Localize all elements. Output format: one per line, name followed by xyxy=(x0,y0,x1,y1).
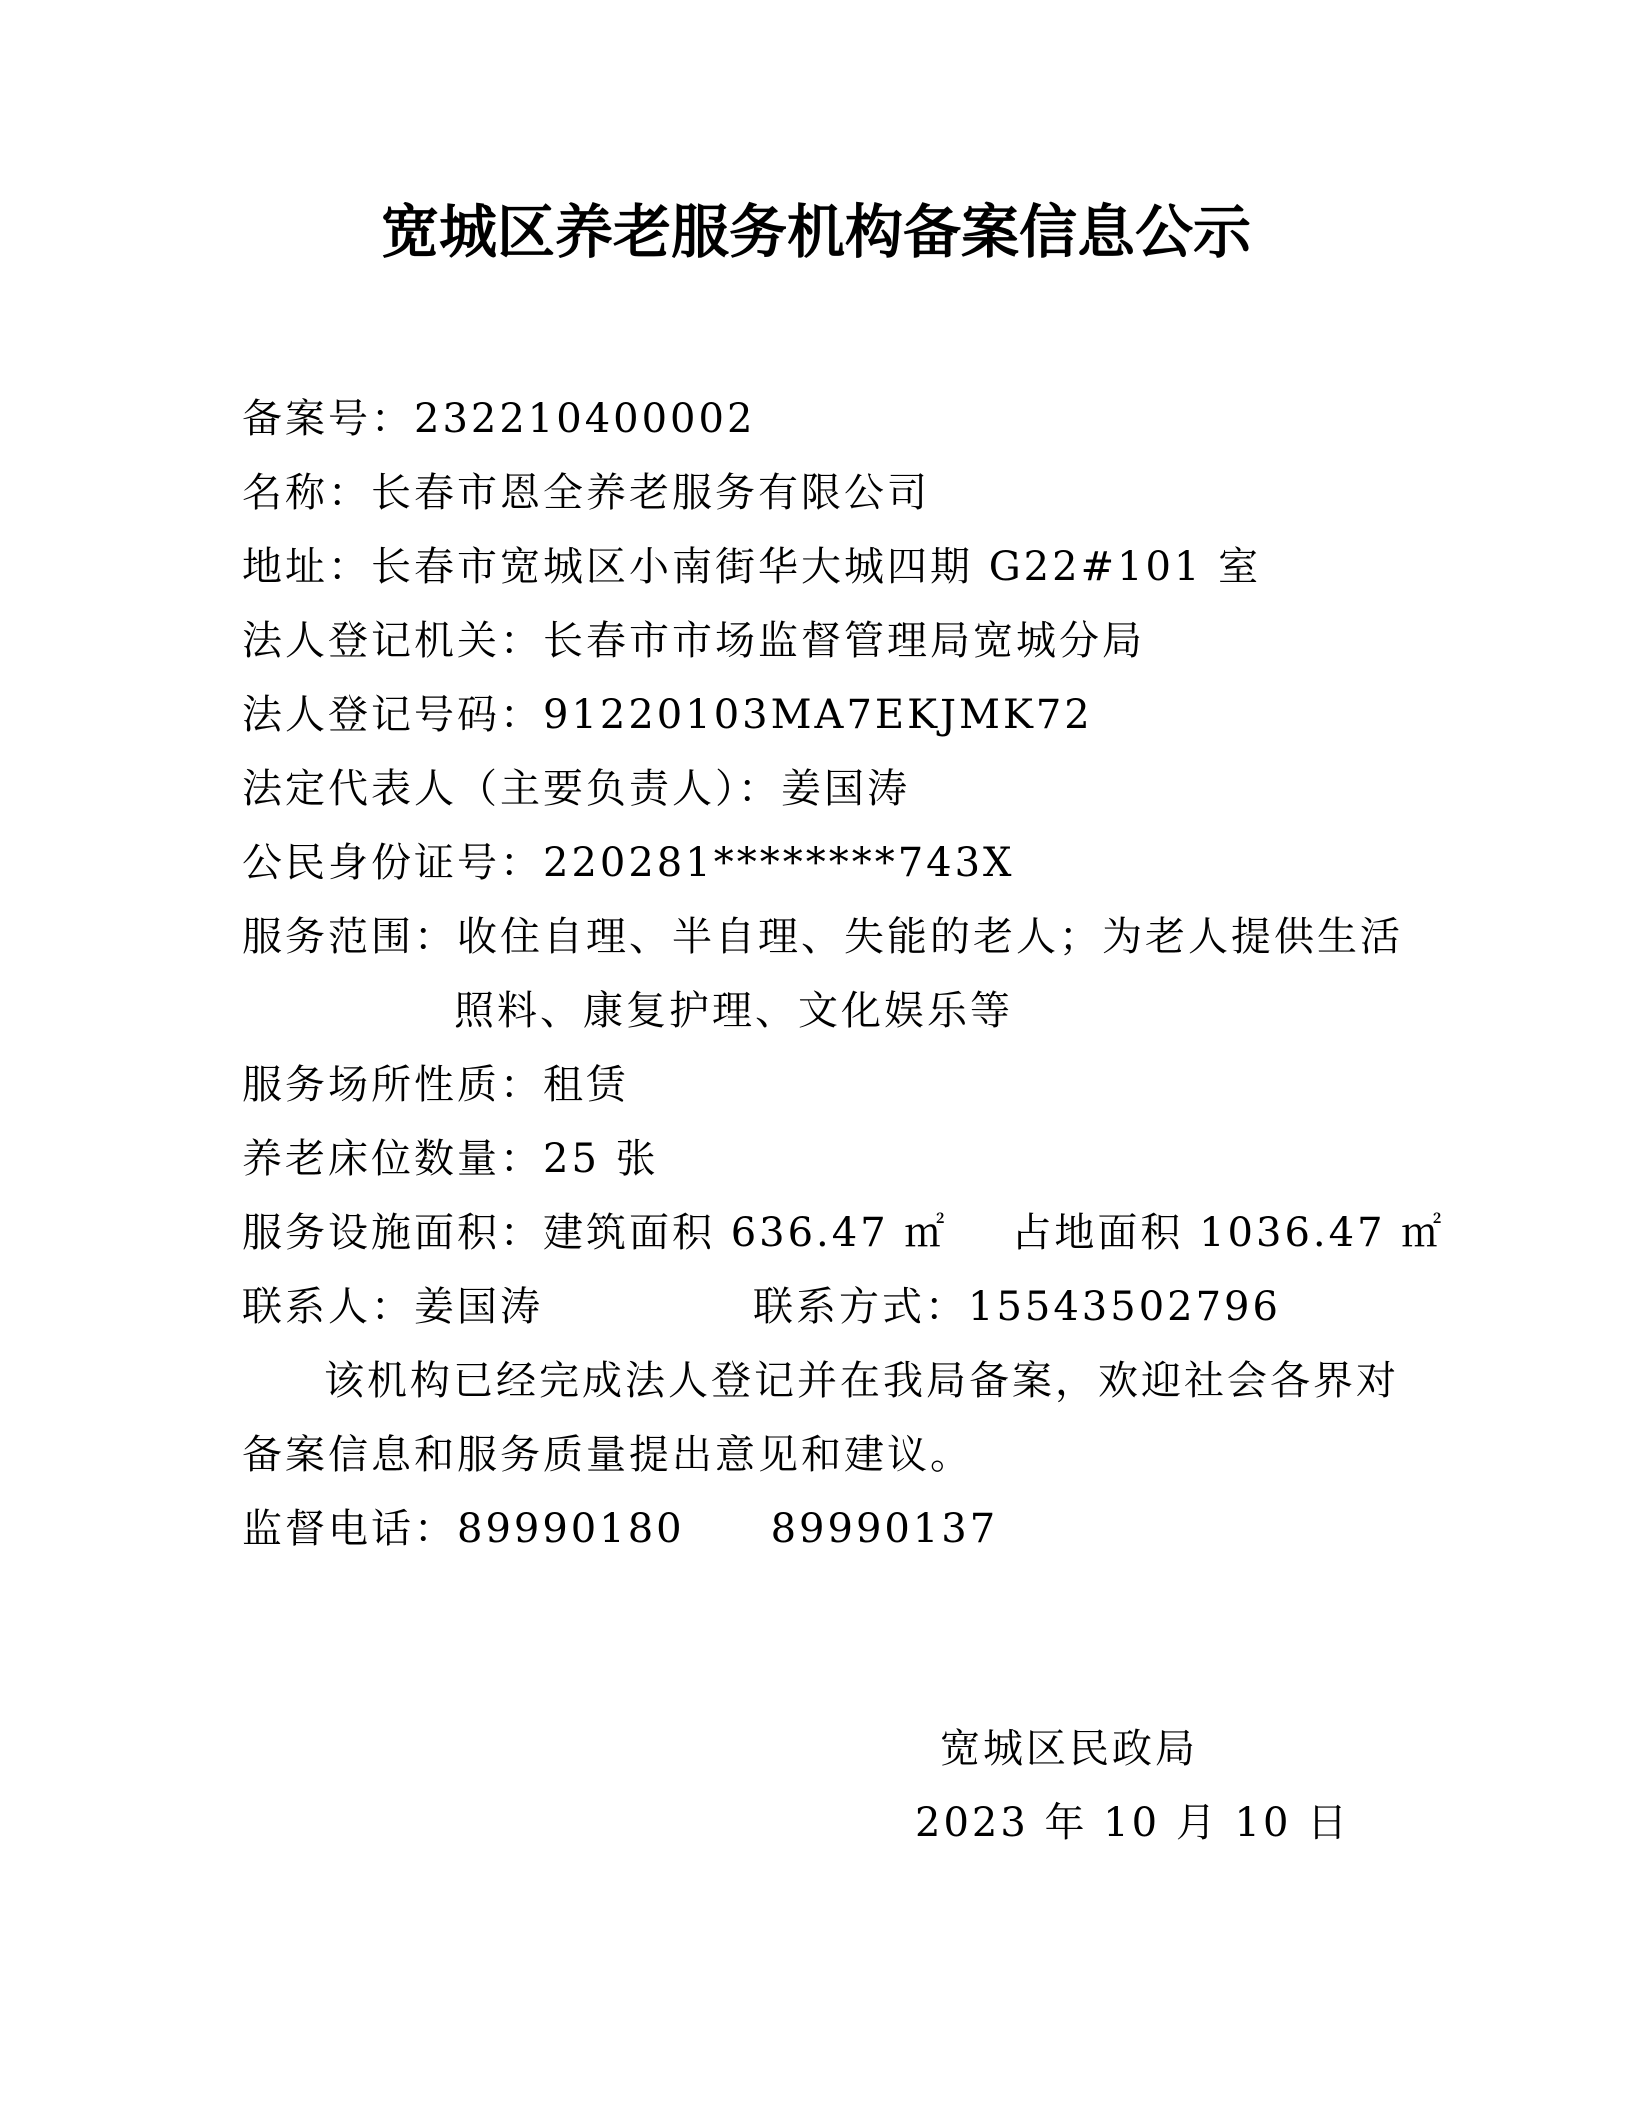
legal-representative-label: 法定代表人（主要负责人）： xyxy=(242,766,781,812)
registration-number-label: 法人登记号码： xyxy=(242,692,543,738)
registration-authority-label: 法人登记机关： xyxy=(242,618,543,664)
filing-no-label: 备案号： xyxy=(242,396,414,442)
address-label: 地址： xyxy=(242,544,371,590)
service-scope-row xyxy=(242,900,1402,974)
registration-authority-value: 长春市市场监督管理局宽城分局 xyxy=(543,618,1145,664)
legal-representative-value: 姜国涛 xyxy=(781,766,910,812)
id-number-label: 公民身份证号： xyxy=(242,840,543,886)
facility-area-row xyxy=(242,1196,1445,1270)
service-scope-value-line2: 照料、康复护理、文化娱乐等 xyxy=(454,988,1013,1034)
premises-nature-row xyxy=(242,1048,1402,1122)
legal-representative-row xyxy=(242,752,1402,826)
signature-org: 宽城区民政局 xyxy=(940,1726,1198,1772)
service-scope-continuation xyxy=(242,974,1402,1048)
filing-no-value: 232210400002 xyxy=(414,396,756,442)
name-row xyxy=(242,456,1402,530)
registration-number-value: 91220103MA7EKJMK72 xyxy=(543,692,1093,738)
land-area: 占地面积 1036.47 ㎡ xyxy=(1011,1210,1445,1256)
contact-label: 联系人： xyxy=(242,1284,414,1330)
id-number-value: 220281********743X xyxy=(543,840,1015,886)
beds-row xyxy=(242,1122,1402,1196)
premises-nature-value: 租赁 xyxy=(543,1062,629,1108)
beds-value: 25 张 xyxy=(543,1136,659,1182)
contact-value: 姜国涛 xyxy=(414,1284,543,1330)
supervision-phone-1: 89990180 xyxy=(457,1506,685,1552)
name-label: 名称： xyxy=(242,470,371,516)
supervision-label: 监督电话： xyxy=(242,1506,457,1552)
beds-label: 养老床位数量： xyxy=(242,1136,543,1182)
contact-method-label: 联系方式： xyxy=(753,1284,968,1330)
supervision-phone-2: 89990137 xyxy=(770,1506,999,1552)
document-body xyxy=(242,382,1445,1566)
id-number-row xyxy=(242,826,1402,900)
building-area: 建筑面积 636.47 ㎡ xyxy=(543,1210,948,1256)
document-title: 宽城区养老服务机构备案信息公示 xyxy=(380,198,1251,266)
supervision-row xyxy=(242,1492,1402,1566)
service-scope-value-line1: 收住自理、半自理、失能的老人；为老人提供生活 xyxy=(457,914,1403,960)
signature-date: 2023 年 10 月 10 日 xyxy=(915,1800,1351,1846)
filing-no-row xyxy=(242,382,1402,456)
name-value: 长春市恩全养老服务有限公司 xyxy=(371,470,930,516)
registration-authority-row xyxy=(242,604,1402,678)
address-row xyxy=(242,530,1402,604)
contact-row xyxy=(242,1270,1402,1344)
service-scope-label: 服务范围： xyxy=(242,914,457,960)
address-value: 长春市宽城区小南街华大城四期 G22#101 室 xyxy=(371,544,1262,590)
contact-method-value: 15543502796 xyxy=(968,1284,1281,1330)
notice-line-1: 该机构已经完成法人登记并在我局备案，欢迎社会各界对 xyxy=(324,1358,1399,1404)
premises-nature-label: 服务场所性质： xyxy=(242,1062,543,1108)
notice-line-2: 备案信息和服务质量提出意见和建议。 xyxy=(242,1432,973,1478)
registration-number-row xyxy=(242,678,1402,752)
facility-area-label: 服务设施面积： xyxy=(242,1210,543,1256)
